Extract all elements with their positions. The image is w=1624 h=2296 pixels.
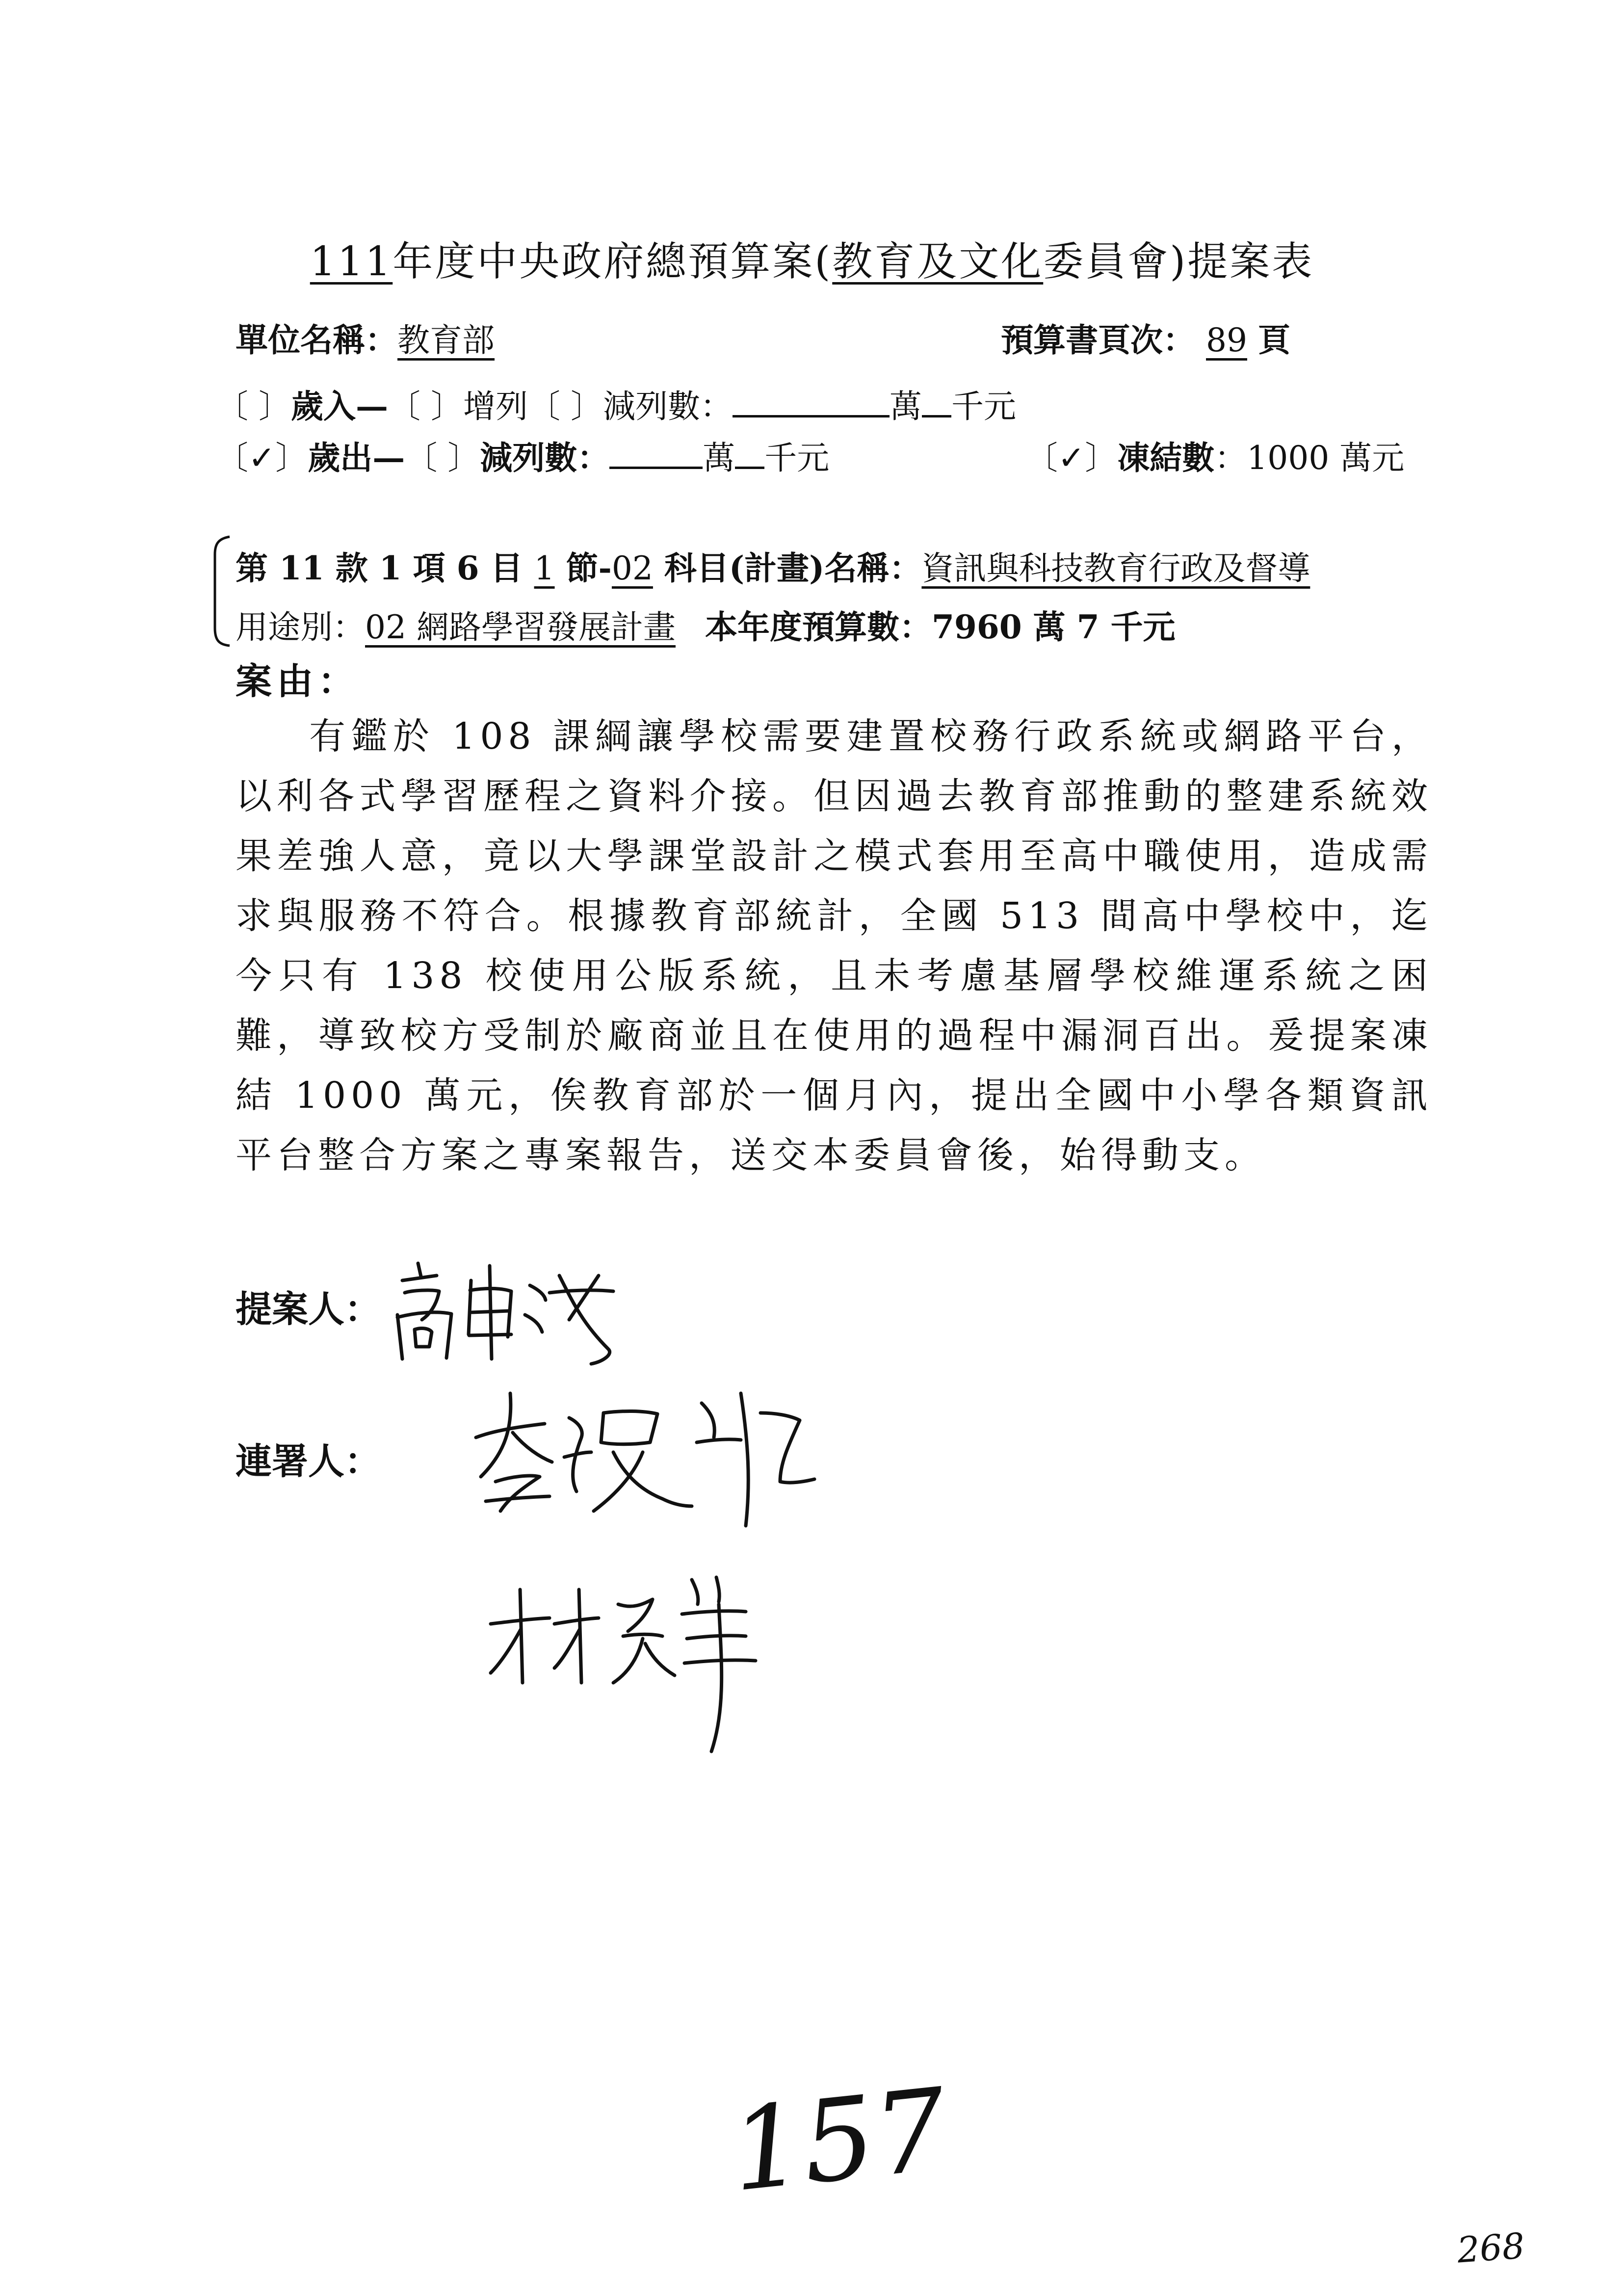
budget-page-label: 預算書頁次： <box>1001 321 1195 359</box>
expense-decrease-blank <box>609 447 703 469</box>
section-label: 節- <box>554 549 612 587</box>
unit-wan: 萬 <box>889 388 922 425</box>
expense-checkbox: 〔✓〕 <box>216 439 308 477</box>
corner-page-number: 268 <box>1456 2225 1526 2271</box>
freeze-checkbox: 〔✓〕 <box>1025 439 1118 477</box>
reason-label: 案由： <box>236 660 359 703</box>
decrease-label: 減列數： <box>602 388 733 425</box>
account-line <box>236 542 1310 589</box>
proposer-label: 提案人： <box>236 1288 381 1331</box>
handwritten-page-number: 157 <box>725 2064 953 2218</box>
cosigner-signature-1 <box>466 1383 819 1531</box>
expense-decrease-box: 〔 〕 <box>405 439 480 477</box>
revenue-box: 〔 〕 <box>216 388 291 425</box>
proposer-signature <box>383 1246 657 1374</box>
expense-line <box>216 432 829 478</box>
increase-box: 〔 〕 <box>388 388 463 425</box>
freeze-label: 凍結數 <box>1117 439 1215 477</box>
title-committee: 教育及文化 <box>832 238 1044 285</box>
revenue-line <box>216 380 1016 427</box>
title-end: 委員會)提案表 <box>1043 238 1314 285</box>
subject-name: 資訊與科技教育行政及督導 <box>921 549 1310 587</box>
expense-unit-wan: 萬 <box>703 439 735 477</box>
usage-value: 02 網路學習發展計畫 <box>365 608 676 646</box>
account-prefix: 第 11 款 1 項 6 目 <box>236 549 534 587</box>
unit-value: 教育部 <box>397 321 495 359</box>
section-no: 1 <box>534 549 555 587</box>
usage-label: 用途別： <box>236 608 365 646</box>
budget-page-row <box>1001 314 1290 361</box>
expense-qian-blank <box>735 447 764 469</box>
bracket-line <box>211 535 231 648</box>
freeze-value: ：1000 萬元 <box>1214 439 1405 477</box>
cosigners-label: 連署人： <box>236 1440 381 1483</box>
budget-page-suffix: 頁 <box>1257 321 1290 359</box>
freeze-group <box>1025 432 1404 478</box>
unit-row <box>236 314 495 361</box>
decrease-blank <box>733 395 890 417</box>
qian-blank <box>922 395 951 417</box>
increase-label: 增列 <box>463 388 528 425</box>
unit-qian: 千元 <box>951 388 1016 425</box>
title-year: 111 <box>310 238 393 285</box>
reason-text: 有鑑於 108 課綱讓學校需要建置校務行政系統或網路平台，以利各式學習歷程之資料介接。但因過去教育部推動的整建系統效果差強人意，竟以大學課堂設計之模式套用至高中職使用，造成需求與服務不符合。根據教育部統計，全國 513 間高中學校中，迄今只有 138 校使用公版系統，且未考慮基層學校維運系統之困難，導致校方受制於廠商並且在使用的過程中漏洞百出。爰提案凍結 1000 萬元，俟教育部於一個月內，提出全國中小學各類資訊平台整合方案之專案報告，送交本委員會後，始得動支。 <box>236 715 1433 1176</box>
form-title <box>0 230 1624 287</box>
subject-no: 02 <box>611 549 653 587</box>
usage-line <box>236 601 1176 648</box>
title-middle: 年度中央政府總預算案( <box>393 238 833 285</box>
expense-decrease-label: 減列數： <box>480 439 610 477</box>
annual-budget: 本年度預算數：7960 萬 7 千元 <box>705 608 1176 646</box>
expense-label: 歲出— <box>308 439 405 477</box>
unit-label: 單位名稱： <box>236 321 397 359</box>
cosigner-signature-2 <box>481 1570 785 1756</box>
budget-page-value: 89 <box>1206 321 1247 359</box>
decrease-box: 〔 〕 <box>527 388 603 425</box>
subject-label: 科目(計畫)名稱： <box>653 549 922 587</box>
expense-unit-qian: 千元 <box>764 439 830 477</box>
revenue-label: 歲入— <box>290 387 388 425</box>
